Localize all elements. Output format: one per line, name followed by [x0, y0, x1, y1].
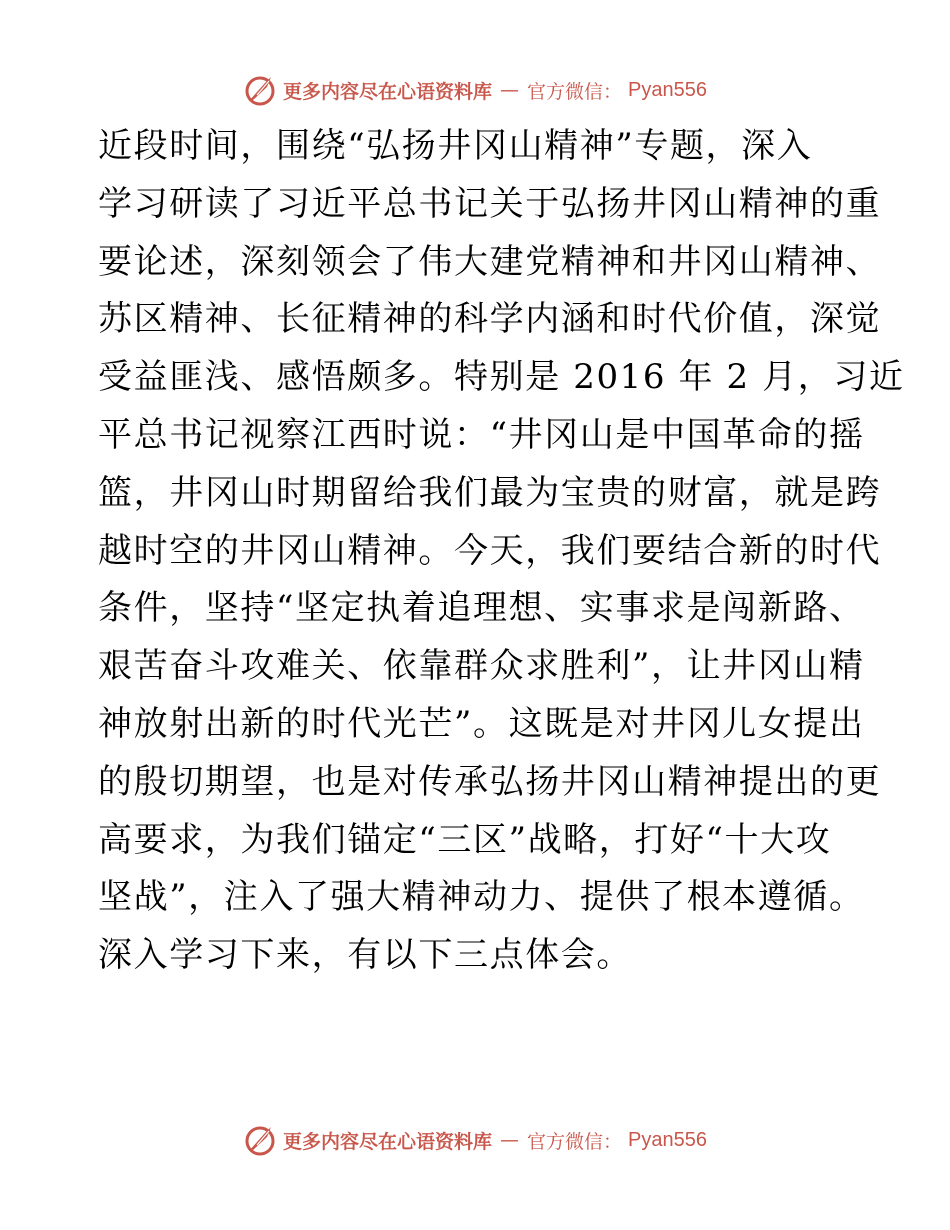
header-wechat-label: 官方微信： — [527, 80, 623, 103]
header-dash: — — [500, 79, 520, 101]
text-line: 近段时间，围绕“弘扬井冈山精神”专题，深入 — [98, 126, 813, 166]
text-line: 受益匪浅、感悟颇多。特别是 2016 年 2 月，习近 — [98, 357, 905, 398]
text-line: 苏区精神、长征精神的科学内涵和时代价值，深觉 — [98, 299, 882, 340]
footer-brand-text: 更多内容尽在心语资料库 — [283, 1130, 493, 1153]
text-line: 艰苦奋斗攻难关、依靠群众求胜利”，让井冈山精 — [98, 646, 865, 687]
text-line: 要论述，深刻领会了伟大建党精神和井冈山精神、 — [98, 241, 882, 282]
text-line: 深入学习下来，有以下三点体会。 — [98, 935, 632, 976]
feather-pen-logo-icon — [243, 1123, 277, 1157]
header-brand-text: 更多内容尽在心语资料库 — [283, 80, 493, 103]
text-line: 学习研读了习近平总书记关于弘扬井冈山精神的重 — [98, 183, 882, 224]
footer-wechat-label: 官方微信： — [527, 1130, 623, 1153]
footer-dash: — — [500, 1129, 520, 1151]
header-watermark — [0, 70, 950, 110]
header-wechat-id: Pyan556 — [628, 78, 707, 101]
footer-wechat-id: Pyan556 — [628, 1128, 707, 1151]
text-line: 越时空的井冈山精神。今天，我们要结合新的时代 — [98, 530, 882, 571]
feather-pen-logo-icon — [243, 73, 277, 107]
footer-watermark — [0, 1120, 950, 1160]
text-line: 条件，坚持“坚定执着追理想、实事求是闯新路、 — [98, 588, 865, 629]
text-line: 神放射出新的时代光芒”。这既是对井冈儿女提出 — [98, 703, 865, 744]
text-line: 坚战”，注入了强大精神动力、提供了根本遵循。 — [98, 877, 865, 918]
text-line: 高要求，为我们锚定“三区”战略，打好“十大攻 — [98, 819, 832, 860]
body-paragraph — [98, 118, 905, 985]
text-line: 平总书记视察江西时说：“井冈山是中国革命的摇 — [98, 414, 865, 455]
text-line: 的殷切期望，也是对传承弘扬井冈山精神提出的更 — [98, 761, 882, 802]
text-line: 篮，井冈山时期留给我们最为宝贵的财富，就是跨 — [98, 472, 882, 513]
